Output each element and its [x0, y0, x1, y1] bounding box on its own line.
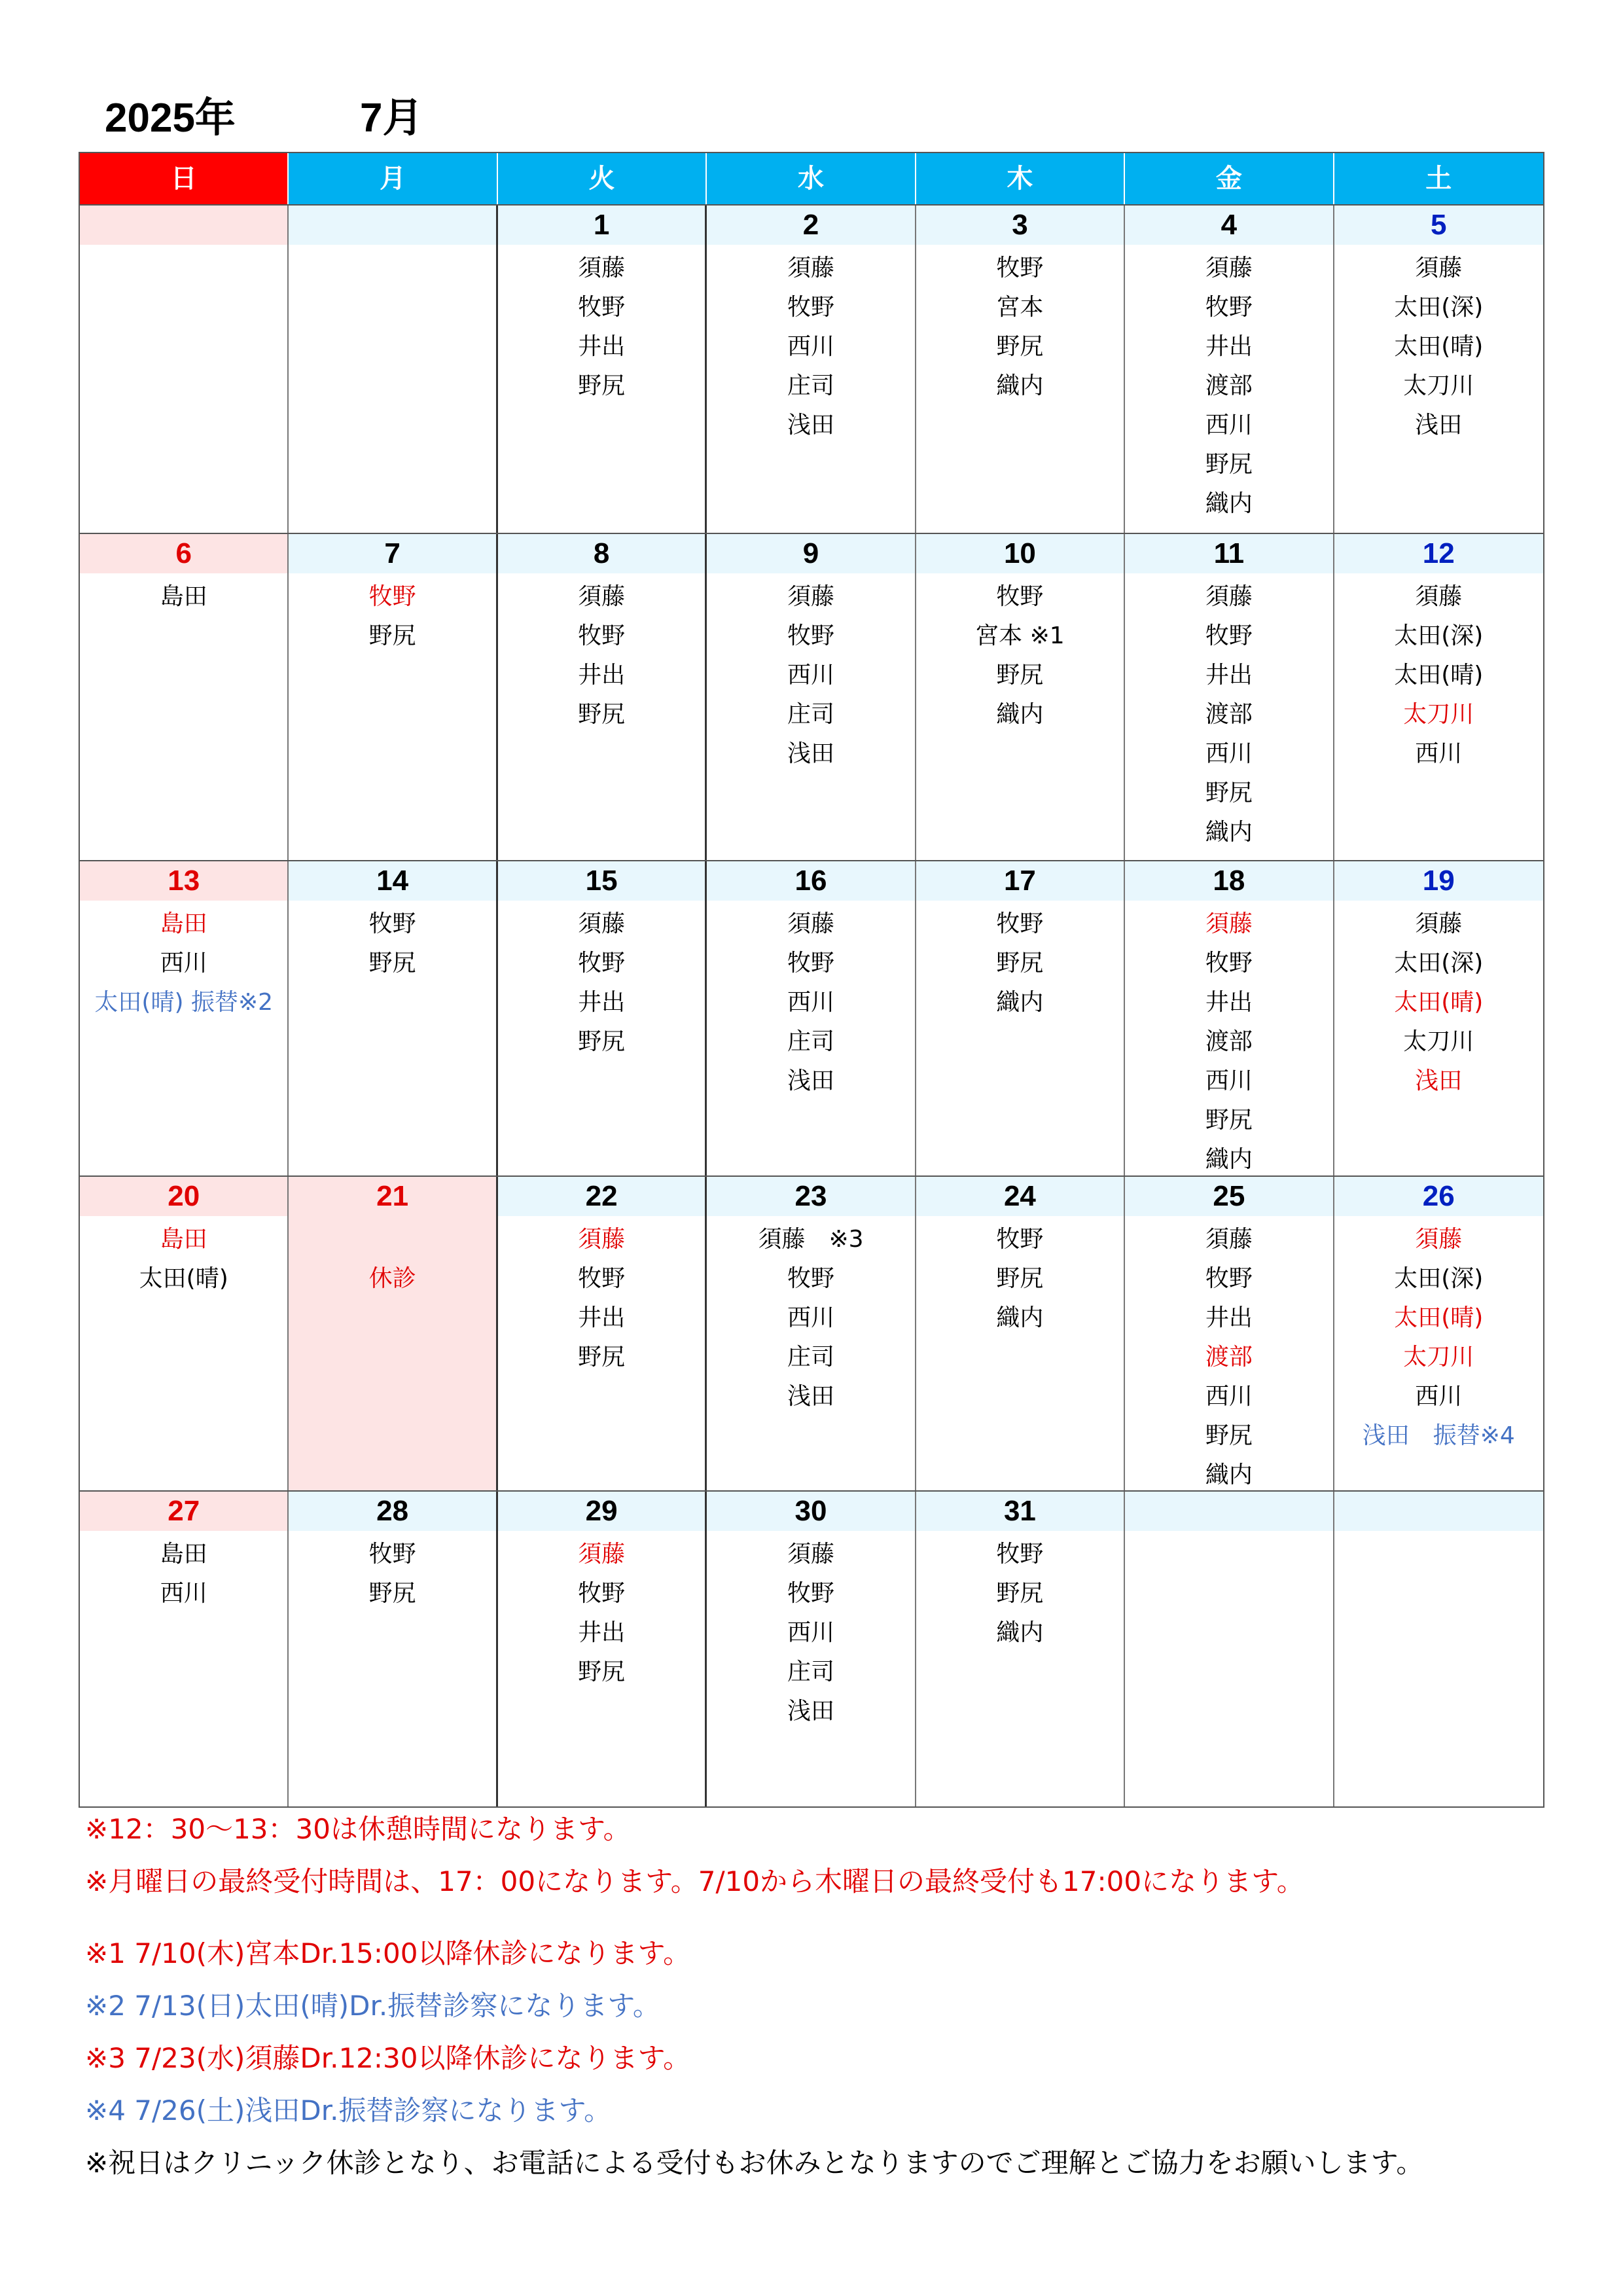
day-cell	[916, 1177, 1125, 1490]
weekday-thursday: 木	[916, 153, 1125, 204]
day-number: 27	[80, 1492, 287, 1531]
staff-name: 牧野	[368, 910, 416, 937]
staff-name: 牧野	[578, 1580, 626, 1607]
day-cell	[1334, 1492, 1543, 1806]
staff-name: 島田	[160, 583, 207, 610]
week-row	[80, 1175, 1543, 1490]
staff-name: 西川	[1205, 1067, 1253, 1094]
staff-list	[707, 1531, 914, 1731]
staff-list	[80, 1216, 287, 1299]
day-cell	[498, 1177, 707, 1490]
staff-list	[1334, 1216, 1543, 1456]
day-cell	[707, 534, 916, 860]
day-number: 20	[80, 1177, 287, 1216]
staff-name: 西川	[1415, 1383, 1463, 1410]
staff-list	[1334, 573, 1543, 774]
staff-name: 牧野	[578, 294, 626, 321]
staff-name: 西川	[160, 950, 207, 977]
staff-name: 渡部	[1205, 701, 1253, 728]
staff-name: 須藤	[578, 1226, 626, 1253]
staff-name: 浅田	[787, 1698, 835, 1725]
staff-name: 織内	[996, 1304, 1044, 1331]
day-cell	[1125, 534, 1334, 860]
staff-name: 休診	[368, 1265, 416, 1292]
staff-name: 太田(晴) 振替※2	[94, 989, 274, 1016]
staff-name: 牧野	[787, 294, 835, 321]
note-line: ※2 7/13(日)太田(晴)Dr.振替診察になります。	[85, 1990, 660, 2022]
staff-list	[289, 245, 495, 249]
staff-list	[1334, 1531, 1543, 1535]
staff-name: 島田	[160, 910, 207, 937]
day-cell	[1334, 1177, 1543, 1490]
staff-name: 野尻	[996, 1265, 1044, 1292]
day-number: 17	[916, 861, 1124, 901]
staff-list	[498, 1531, 705, 1692]
staff-name: 宮本 ※1	[975, 622, 1065, 649]
staff-list	[289, 901, 495, 983]
staff-name: 浅田	[787, 1067, 835, 1094]
staff-name: 島田	[160, 1541, 207, 1568]
day-number: 8	[498, 534, 705, 573]
staff-name: 井出	[1205, 989, 1253, 1016]
staff-name: 須藤	[787, 583, 835, 610]
staff-name: 太田(晴)	[1394, 662, 1484, 689]
staff-list	[707, 245, 914, 445]
staff-name: 西川	[787, 989, 835, 1016]
staff-name: 太田(晴)	[1394, 1304, 1484, 1331]
day-cell	[1334, 206, 1543, 533]
note-line: ※4 7/26(土)浅田Dr.振替診察になります。	[85, 2094, 612, 2126]
day-number	[289, 206, 495, 245]
staff-name: 牧野	[787, 1580, 835, 1607]
day-cell	[707, 206, 916, 533]
staff-name: 野尻	[368, 1580, 416, 1607]
day-cell	[916, 206, 1125, 533]
day-number: 9	[707, 534, 914, 573]
day-number	[1334, 1492, 1543, 1531]
day-number: 26	[1334, 1177, 1543, 1216]
staff-name: 野尻	[368, 950, 416, 977]
staff-name: 織内	[1205, 819, 1253, 846]
staff-name: 太田(深)	[1394, 1265, 1484, 1292]
staff-name: 須藤	[1205, 255, 1253, 281]
staff-name: 野尻	[1205, 1422, 1253, 1449]
day-number: 2	[707, 206, 914, 245]
day-cell	[80, 206, 289, 533]
day-number: 19	[1334, 861, 1543, 901]
staff-name: 野尻	[996, 950, 1044, 977]
day-number: 15	[498, 861, 705, 901]
staff-name: 牧野	[996, 255, 1044, 281]
staff-list	[1125, 245, 1332, 524]
week-row	[80, 1490, 1543, 1806]
staff-list	[916, 1216, 1124, 1338]
staff-name: 太刀川	[1403, 701, 1474, 728]
day-number	[80, 206, 287, 245]
day-cell	[916, 534, 1125, 860]
staff-list	[498, 245, 705, 406]
staff-name: 牧野	[996, 583, 1044, 610]
day-cell	[1125, 1177, 1334, 1490]
weekday-saturday: 土	[1334, 153, 1543, 204]
staff-name: 井出	[1205, 662, 1253, 689]
week-row	[80, 204, 1543, 533]
day-cell	[498, 534, 707, 860]
staff-list	[498, 573, 705, 734]
staff-name: 太田(深)	[1394, 622, 1484, 649]
staff-name: 渡部	[1205, 1028, 1253, 1055]
day-cell	[498, 1492, 707, 1806]
staff-name: 牧野	[578, 950, 626, 977]
staff-name: 牧野	[996, 910, 1044, 937]
week-row	[80, 860, 1543, 1175]
day-number: 1	[498, 206, 705, 245]
staff-name: 野尻	[368, 622, 416, 649]
staff-name: 須藤 ※3	[758, 1226, 864, 1253]
staff-name: 織内	[996, 372, 1044, 399]
day-cell	[916, 1492, 1125, 1806]
staff-list	[498, 1216, 705, 1377]
staff-list	[289, 1216, 495, 1299]
staff-name: 牧野	[787, 950, 835, 977]
staff-name: 織内	[1205, 1462, 1253, 1488]
staff-name: 庄司	[787, 1028, 835, 1055]
staff-name: 井出	[1205, 333, 1253, 360]
staff-name: 野尻	[1205, 451, 1253, 478]
staff-name: 浅田	[787, 740, 835, 767]
staff-name: 牧野	[578, 622, 626, 649]
staff-name: 庄司	[787, 372, 835, 399]
staff-name: 井出	[578, 333, 626, 360]
staff-name: 野尻	[996, 333, 1044, 360]
staff-name: 野尻	[996, 662, 1044, 689]
staff-name: 野尻	[578, 1659, 626, 1685]
staff-name: 西川	[160, 1580, 207, 1607]
staff-name: 織内	[1205, 490, 1253, 517]
day-number: 10	[916, 534, 1124, 573]
day-number: 18	[1125, 861, 1332, 901]
staff-name: 渡部	[1205, 1344, 1253, 1371]
day-cell	[289, 1177, 497, 1490]
day-number: 30	[707, 1492, 914, 1531]
staff-list	[916, 245, 1124, 406]
day-number	[1125, 1492, 1332, 1531]
weekday-tuesday: 火	[498, 153, 707, 204]
staff-name: 須藤	[578, 910, 626, 937]
staff-name: 須藤	[1205, 910, 1253, 937]
weekday-sunday: 日	[80, 153, 289, 204]
staff-name: 織内	[1205, 1146, 1253, 1173]
day-number: 14	[289, 861, 495, 901]
staff-list	[80, 1531, 287, 1613]
staff-name: 浅田	[1415, 1067, 1463, 1094]
staff-name: 浅田 振替※4	[1362, 1422, 1515, 1449]
staff-name: 牧野	[787, 1265, 835, 1292]
staff-list	[289, 1531, 495, 1613]
note-line: ※月曜日の最終受付時間は、17：00になります。7/10から木曜日の最終受付も17:00になります。	[85, 1865, 1304, 1897]
staff-name: 須藤	[787, 255, 835, 281]
staff-name: 野尻	[1205, 1107, 1253, 1134]
day-cell	[80, 534, 289, 860]
staff-name: 須藤	[1415, 910, 1463, 937]
staff-list	[289, 573, 495, 656]
staff-name: 野尻	[578, 372, 626, 399]
staff-name: 太刀川	[1403, 372, 1474, 399]
staff-name: 牧野	[578, 1265, 626, 1292]
staff-name: 須藤	[1205, 583, 1253, 610]
staff-name: 牧野	[787, 622, 835, 649]
staff-name: 浅田	[787, 412, 835, 439]
staff-name: 渡部	[1205, 372, 1253, 399]
day-number: 29	[498, 1492, 705, 1531]
staff-list	[916, 1531, 1124, 1653]
staff-name: 須藤	[578, 1541, 626, 1568]
staff-name: 西川	[1205, 740, 1253, 767]
staff-name: 野尻	[578, 701, 626, 728]
staff-name: 井出	[578, 1304, 626, 1331]
staff-name: 井出	[1205, 1304, 1253, 1331]
weekday-monday: 月	[289, 153, 497, 204]
staff-list	[1125, 573, 1332, 852]
day-cell	[289, 206, 497, 533]
staff-name: 西川	[787, 1619, 835, 1646]
day-number: 23	[707, 1177, 914, 1216]
staff-list	[707, 1216, 914, 1416]
staff-name: 西川	[1205, 1383, 1253, 1410]
staff-name: 井出	[578, 662, 626, 689]
staff-name: 織内	[996, 1619, 1044, 1646]
day-number: 21	[289, 1177, 495, 1216]
staff-list	[1125, 1531, 1332, 1535]
staff-list	[916, 901, 1124, 1022]
staff-name: 太田(晴)	[1394, 989, 1484, 1016]
staff-name: 牧野	[1205, 622, 1253, 649]
note-line: ※1 7/10(木)宮本Dr.15:00以降休診になります。	[85, 1937, 691, 1969]
day-number: 12	[1334, 534, 1543, 573]
staff-name	[289, 1220, 495, 1259]
staff-name: 須藤	[1415, 255, 1463, 281]
day-cell	[498, 861, 707, 1175]
staff-name: 太刀川	[1403, 1028, 1474, 1055]
staff-name: 野尻	[996, 1580, 1044, 1607]
day-number: 4	[1125, 206, 1332, 245]
staff-list	[80, 245, 287, 249]
staff-name: 牧野	[996, 1541, 1044, 1568]
day-number: 28	[289, 1492, 495, 1531]
day-number: 13	[80, 861, 287, 901]
staff-name: 井出	[578, 1619, 626, 1646]
staff-name: 庄司	[787, 1344, 835, 1371]
staff-name: 織内	[996, 989, 1044, 1016]
staff-name: 牧野	[368, 1541, 416, 1568]
day-number: 24	[916, 1177, 1124, 1216]
staff-name: 須藤	[787, 1541, 835, 1568]
note-line: ※12：30～13：30は休憩時間になります。	[85, 1813, 631, 1845]
staff-name: 須藤	[1415, 583, 1463, 610]
staff-list	[1334, 901, 1543, 1101]
staff-list	[707, 573, 914, 774]
staff-name: 須藤	[578, 583, 626, 610]
staff-list	[80, 901, 287, 1022]
day-number: 5	[1334, 206, 1543, 245]
staff-name: 西川	[787, 333, 835, 360]
day-number: 22	[498, 1177, 705, 1216]
staff-name: 西川	[787, 662, 835, 689]
staff-name: 織内	[996, 701, 1044, 728]
day-number: 3	[916, 206, 1124, 245]
title-month: 7月	[360, 96, 423, 141]
staff-name: 野尻	[578, 1028, 626, 1055]
note-line: ※3 7/23(水)須藤Dr.12:30以降休診になります。	[85, 2042, 691, 2074]
weekday-header-row	[80, 153, 1543, 204]
staff-name: 庄司	[787, 701, 835, 728]
staff-name: 須藤	[1205, 1226, 1253, 1253]
staff-name: 太田(晴)	[1394, 333, 1484, 360]
staff-name: 西川	[787, 1304, 835, 1331]
staff-list	[1334, 245, 1543, 445]
schedule-calendar	[79, 152, 1544, 1808]
day-cell	[498, 206, 707, 533]
staff-name: 太田(深)	[1394, 294, 1484, 321]
day-number: 11	[1125, 534, 1332, 573]
staff-name: 牧野	[1205, 294, 1253, 321]
day-cell	[707, 1492, 916, 1806]
day-cell	[1334, 861, 1543, 1175]
day-cell	[1125, 861, 1334, 1175]
staff-name: 牧野	[996, 1226, 1044, 1253]
day-cell	[707, 1177, 916, 1490]
staff-name: 太刀川	[1403, 1344, 1474, 1371]
day-cell	[1125, 206, 1334, 533]
staff-list	[1125, 901, 1332, 1179]
staff-name: 須藤	[787, 910, 835, 937]
staff-name: 牧野	[1205, 1265, 1253, 1292]
day-number: 31	[916, 1492, 1124, 1531]
day-cell	[1125, 1492, 1334, 1806]
staff-name: 島田	[160, 1226, 207, 1253]
day-number: 6	[80, 534, 287, 573]
week-row	[80, 533, 1543, 860]
day-cell	[80, 1492, 289, 1806]
staff-name: 浅田	[1415, 412, 1463, 439]
staff-list	[916, 573, 1124, 734]
staff-name: 太田(深)	[1394, 950, 1484, 977]
staff-list	[498, 901, 705, 1062]
day-cell	[80, 861, 289, 1175]
staff-name: 牧野	[368, 583, 416, 610]
staff-name: 野尻	[578, 1344, 626, 1371]
day-cell	[289, 861, 497, 1175]
day-cell	[1334, 534, 1543, 860]
staff-name: 牧野	[1205, 950, 1253, 977]
note-line: ※祝日はクリニック休診となり、お電話による受付もお休みとなりますのでご理解とご協力をお願いします。	[85, 2147, 1424, 2179]
staff-name: 太田(晴)	[139, 1265, 228, 1292]
day-number: 7	[289, 534, 495, 573]
staff-list	[80, 573, 287, 617]
staff-name: 西川	[1205, 412, 1253, 439]
day-cell	[289, 534, 497, 860]
day-number: 25	[1125, 1177, 1332, 1216]
day-cell	[289, 1492, 497, 1806]
weekday-wednesday: 水	[707, 153, 916, 204]
weekday-friday: 金	[1125, 153, 1334, 204]
staff-name: 井出	[578, 989, 626, 1016]
day-cell	[80, 1177, 289, 1490]
staff-name: 庄司	[787, 1659, 835, 1685]
day-number: 16	[707, 861, 914, 901]
staff-name: 須藤	[578, 255, 626, 281]
day-cell	[707, 861, 916, 1175]
title-year: 2025年	[105, 96, 236, 141]
staff-name: 浅田	[787, 1383, 835, 1410]
staff-list	[1125, 1216, 1332, 1495]
staff-name: 西川	[1415, 740, 1463, 767]
staff-name: 野尻	[1205, 780, 1253, 806]
staff-name: 宮本	[996, 294, 1044, 321]
staff-name: 須藤	[1415, 1226, 1463, 1253]
day-cell	[916, 861, 1125, 1175]
staff-list	[707, 901, 914, 1101]
